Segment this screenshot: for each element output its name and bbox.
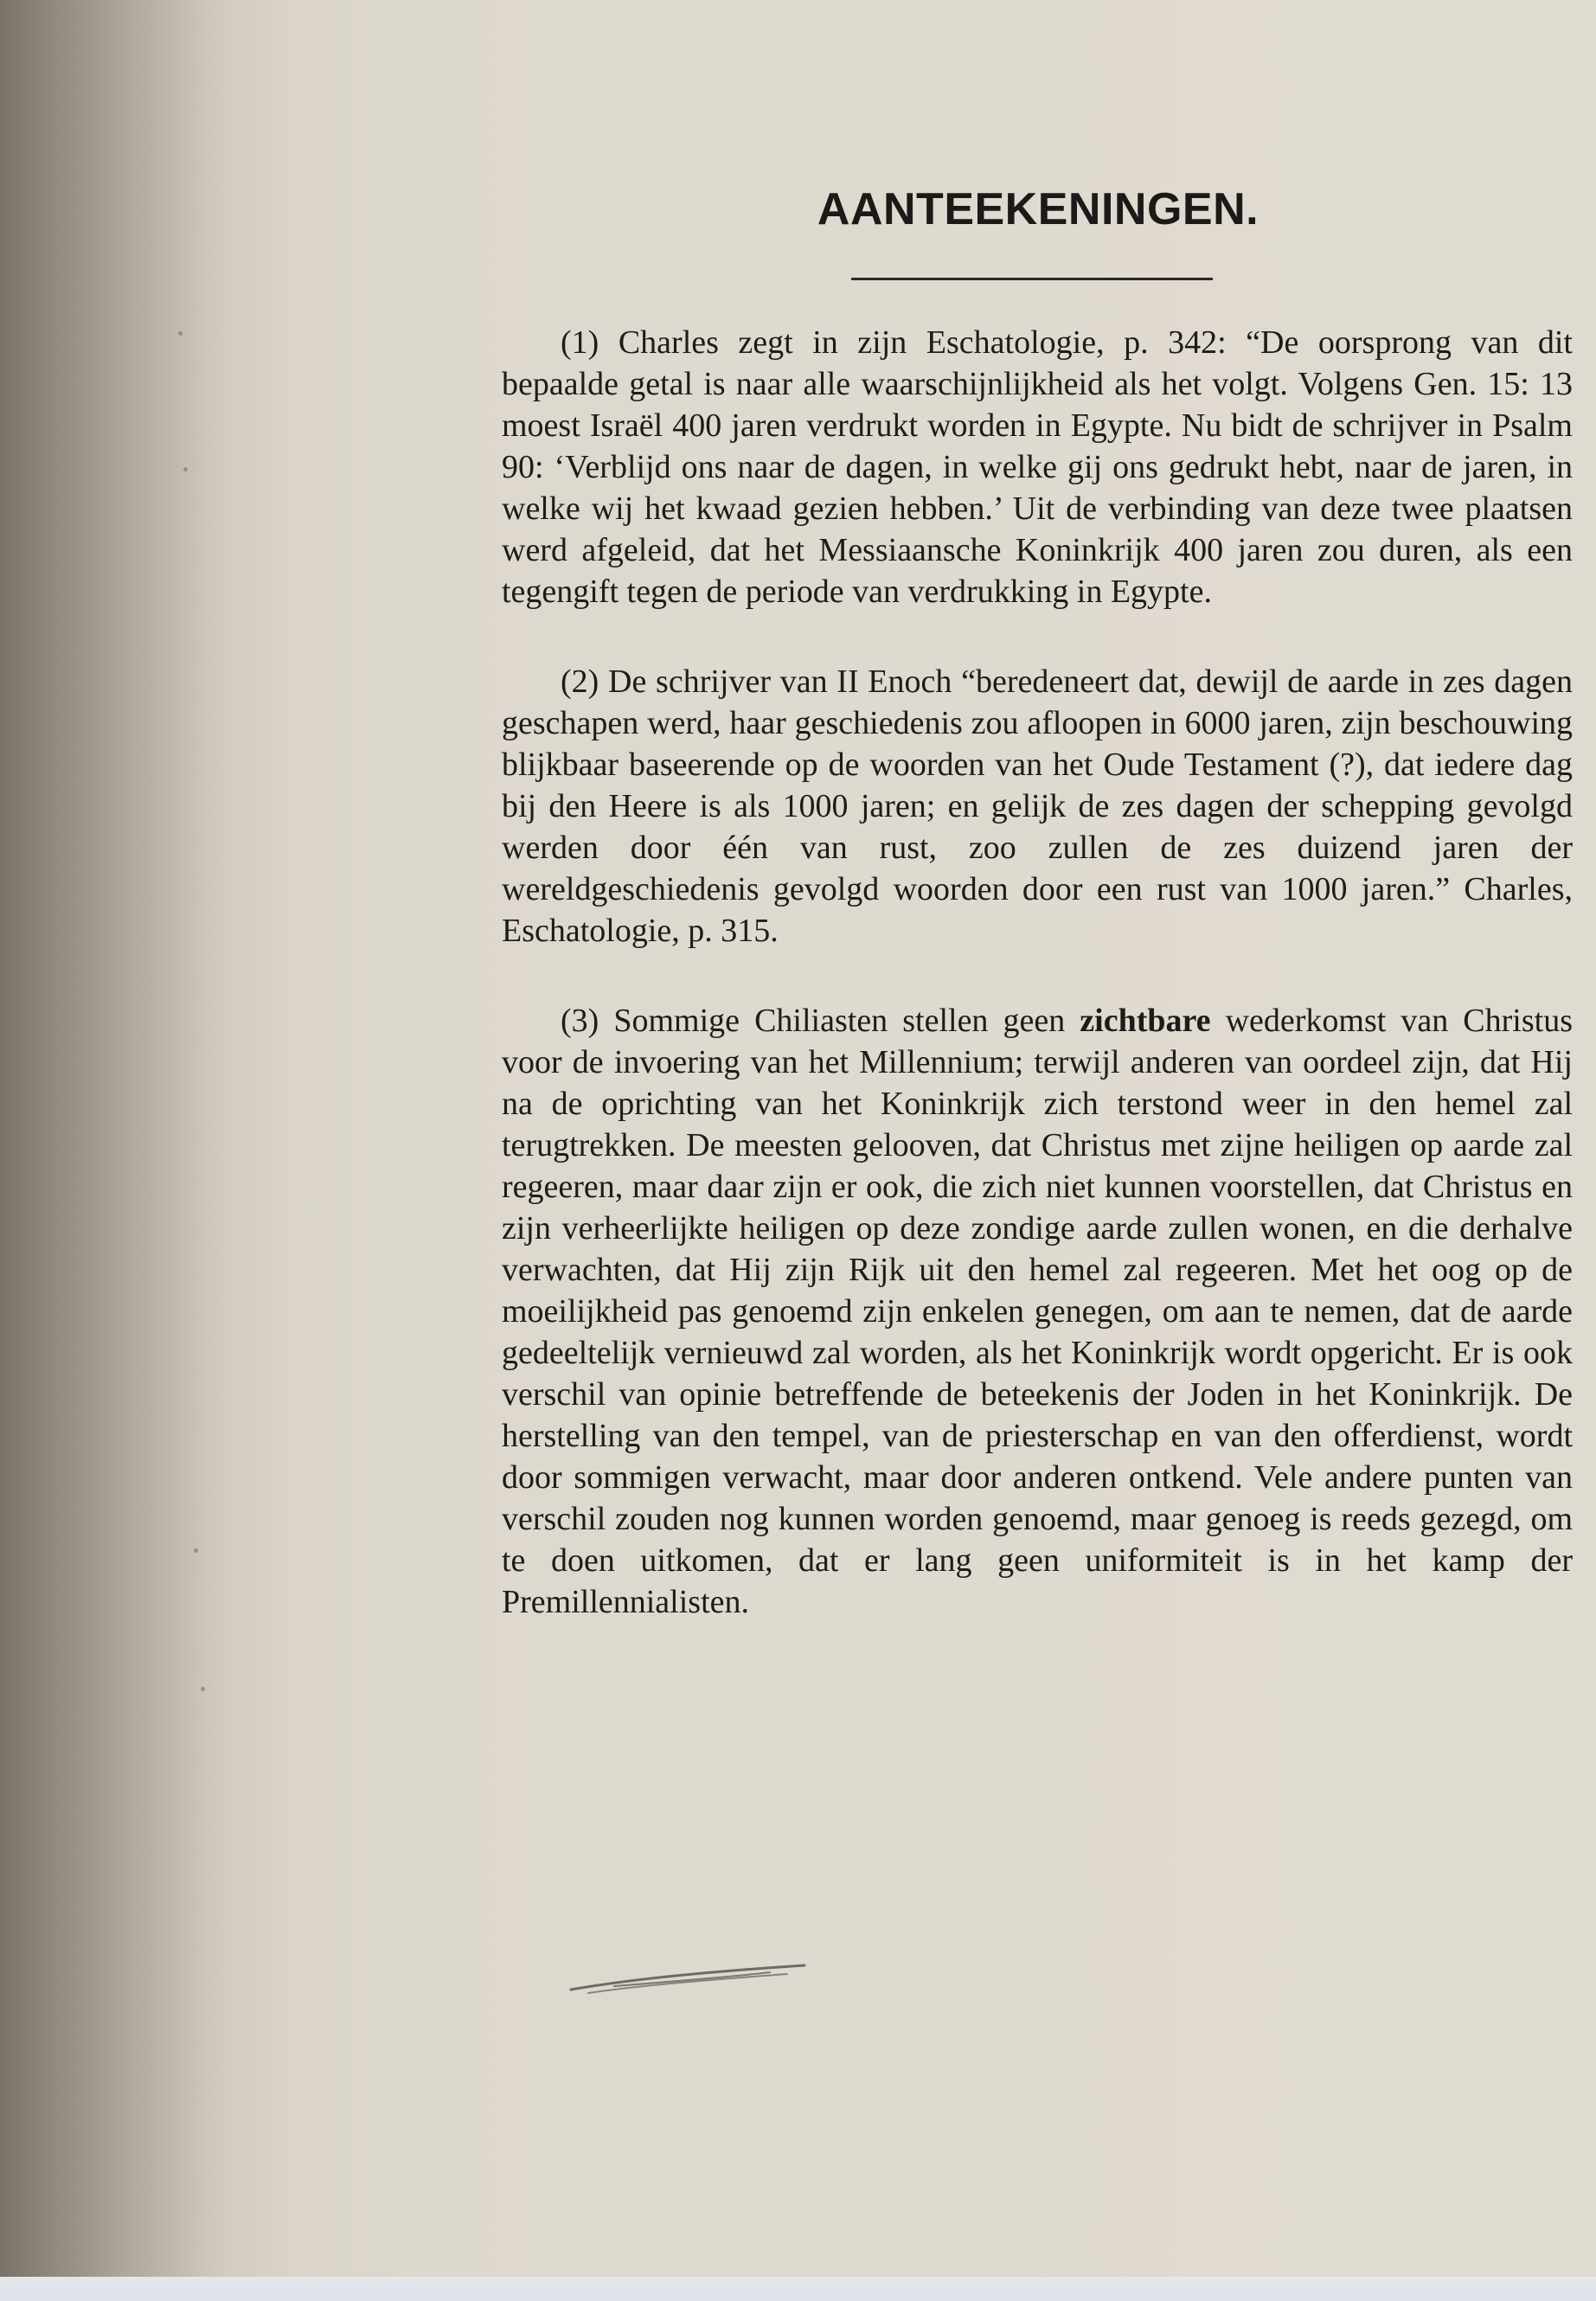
note-2: (2) De schrijver van II Enoch “beredeneert dat, dewijl de aarde in zes dagen geschapen werd, haar geschiedenis zou afloopen in 6000 jaren, zijn beschouwing blijkbaar baseerende op de woorden van het Oude Testament (?), dat iedere dag bij den Heere is als 1000 jaren; en gelijk de zes dagen der schepping gevolgd werden door één van rust, zoo zullen de zes duizend jaren der wereldgeschiedenis gevolgd woorden door een rust van 1000 jaren.” Charles, Eschatologie, p. 315. [502, 663, 1573, 949]
binding-shadow [0, 0, 225, 2301]
margin-speck [201, 1687, 205, 1691]
title-underline [851, 278, 1213, 280]
margin-speck [178, 331, 183, 336]
page-title: AANTEEKENINGEN. [817, 184, 1259, 234]
margin-speck [194, 1548, 198, 1553]
note-3 [502, 1000, 1573, 1623]
notes-section [502, 322, 1573, 1671]
margin-speck [183, 467, 188, 471]
note-3-emphasis: zichtbare [1080, 1003, 1211, 1039]
note-1: (1) Charles zegt in zijn Eschatologie, p. 342: “De oorsprong van dit bepaalde getal is naar alle waarschijnlijkheid als het volgt. Volgens Gen. 15: 13 moest Israël 400 jaren verdrukt worden in Egypte. Nu bidt de schrijver in Psalm 90: ‘Verblijd ons naar de dagen, in welke gij ons gedrukt hebt, naar de jaren, in welke wij het kwaad gezien hebben.’ Uit de verbinding van deze twee plaatsen werd afgeleid, dat het Messiaansche Koninkrijk 400 jaren zou duren, als een tegengift tegen de periode van verdrukking in Egypte. [502, 324, 1573, 610]
note-3-text-end: wederkomst van Christus voor de invoering van het Millennium; terwijl anderen van oordeel zijn, dat Hij na de oprichting van het Koninkrijk zich terstond weer in den hemel zal terugtrekken. De meesten gelooven, dat Christus met zijne heiligen op aarde zal regeeren, maar daar zijn er ook, die zich niet kunnen voorstellen, dat Christus en zijn verheerlijkte heiligen op deze zondige aarde zullen wonen, en die derhalve verwachten, dat Hij zijn Rijk uit den hemel zal regeeren. Met het oog op de moeilijkheid pas genoemd zijn enkelen genegen, om aan te nemen, dat de aarde gedeeltelijk vernieuwd zal worden, als het Koninkrijk wordt opgericht. Er is ook verschil van opinie betreffende de beteekenis der Joden in het Koninkrijk. De herstelling van den tempel, van de priesterschap en van den offerdienst, wordt door sommigen verwacht, maar door anderen ontkend. Vele andere punten van verschil zouden nog kunnen worden genoemd, maar genoeg is reeds gezegd, om te doen uitkomen, dat er lang geen uniformiteit is in het kamp der Premillennialisten. [502, 1003, 1573, 1620]
pencil-stroke-mark [554, 1953, 813, 2005]
page-bottom-edge [0, 2277, 1596, 2301]
note-3-text-start: (3) Sommige Chiliasten stellen geen [561, 1003, 1080, 1039]
